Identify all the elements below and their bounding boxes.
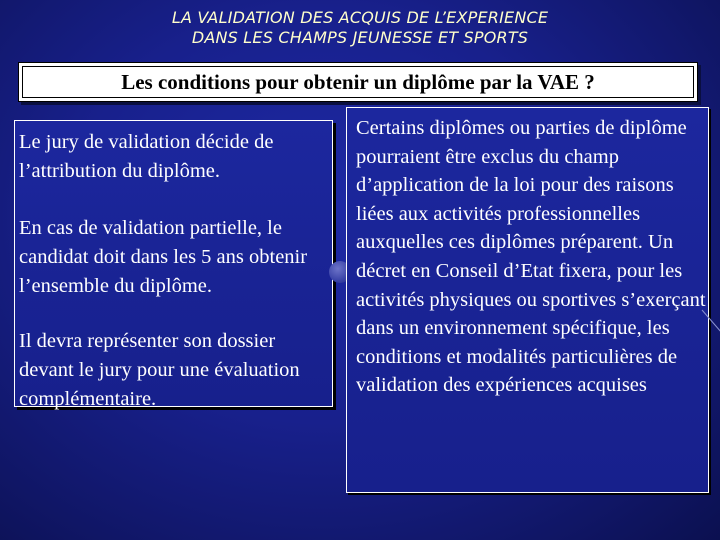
left-paragraph-partial-validation: En cas de validation partielle, le candidat doit dans les 5 ans obtenir l’ensemble du diplôme. (19, 217, 308, 297)
slide-title (0, 8, 720, 48)
slide-title-line-1: LA VALIDATION DES ACQUIS DE L’EXPERIENCE (171, 8, 549, 27)
left-paragraph-jury: Le jury de validation décide de l’attribution du diplôme. (19, 131, 274, 182)
right-paragraph-exclusions: Certains diplômes ou parties de diplôme pourraient être exclus du champ d’application de la loi pour des raisons liées aux activités professionnelles auxquelles ces diplômes préparent. Un décret en Conseil d’Etat fixera, pour les activités physiques ou sportives s’exerçant dans un environnement spécifique, les conditions et modalités particulières de validation des expériences acquises (356, 117, 706, 397)
subtitle-box (18, 62, 698, 102)
subtitle-text: Les conditions pour obtenir un diplôme par la VAE ? (121, 69, 595, 94)
slide-title-line-2: DANS LES CHAMPS JEUNESSE ET SPORTS (191, 28, 529, 47)
right-text-panel (346, 107, 709, 493)
decorative-line (700, 300, 720, 360)
left-text-panel (14, 120, 333, 410)
left-paragraph-resubmit: Il devra représenter son dossier devant le jury pour une évaluation complémentaire. (19, 330, 300, 410)
